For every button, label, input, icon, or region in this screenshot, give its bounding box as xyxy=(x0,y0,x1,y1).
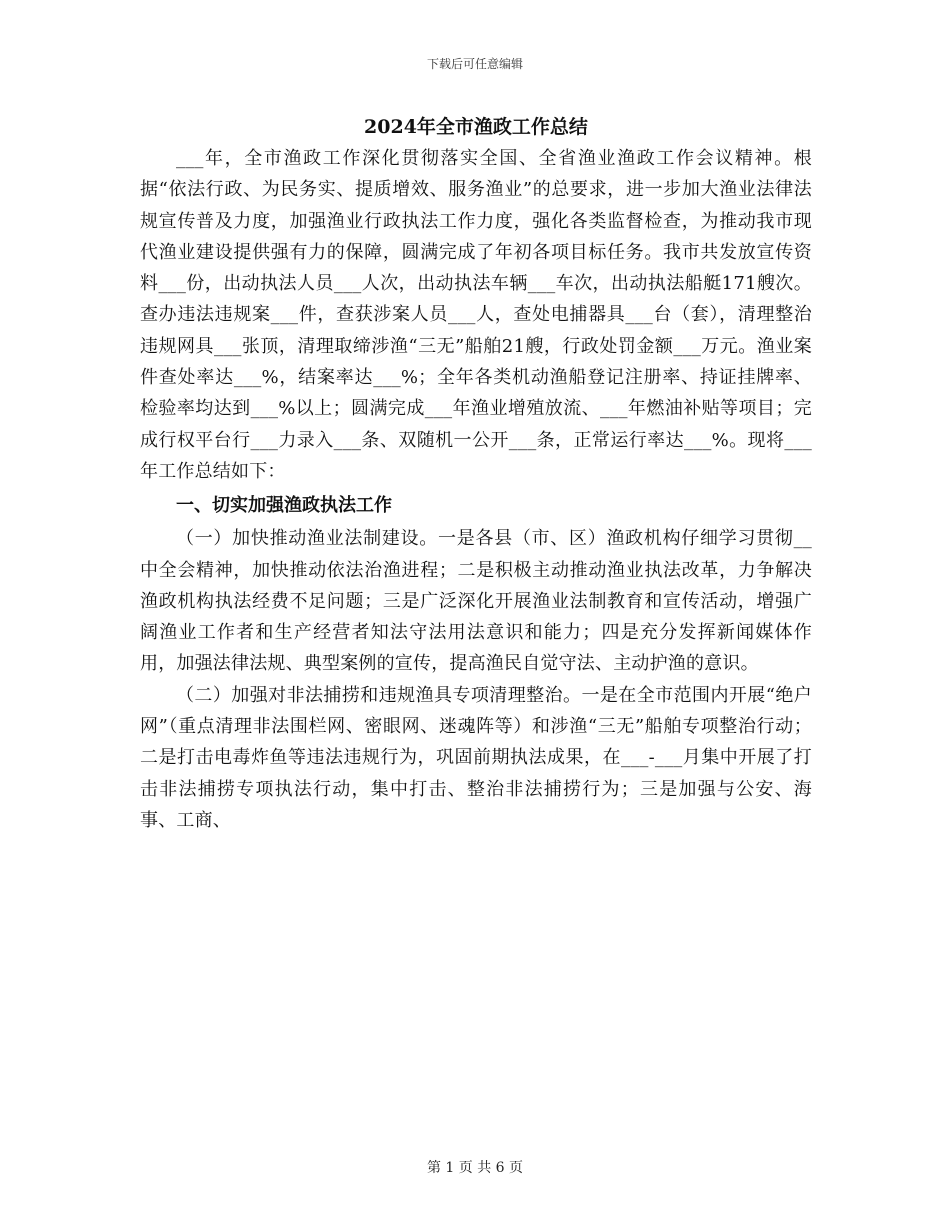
page-header-note: 下载后可任意编辑 xyxy=(426,57,523,71)
document-body xyxy=(140,112,812,836)
paragraph-illegal-fishing: （二）加强对非法捕捞和违规渔具专项清理整治。一是在全市范围内开展“绝户网”（重点清理非法围栏网、密眼网、迷魂阵等）和涉渔“三无”船舶专项整治行动；二是打击电毒炸鱼等违法违规行为，巩固前期执法成果，在___-___月集中开展了打击非法捕捞专项执法行动，集中打击、整治非法捕捞行为；三是加强与公安、海事、工商、 xyxy=(140,684,812,831)
intro-paragraph: ___年，全市渔政工作深化贯彻落实全国、全省渔业渔政工作会议精神。根据“依法行政、为民务实、提质增效、服务渔业”的总要求，进一步加大渔业法律法规宣传普及力度，加强渔业行政执法工作力度，强化各类监督检查，为推动我市现代渔业建设提供强有力的保障，圆满完成了年初各项目标任务。我市共发放宣传资料___份，出动执法人员___人次，出动执法车辆___车次，出动执法船艇171艘次。查办违法违规案___件，查获涉案人员___人，查处电捕器具___台（套），清理整治违规网具___张顶，清理取缔涉渔“三无”船舶21艘，行政处罚金额___万元。渔业案件查处率达___%，结案率达___%；全年各类机动渔船登记注册率、持证挂牌率、检验率均达到___%以上；圆满完成___年渔业增殖放流、___年燃油补贴等项目；完成行权平台行___力录入___条、双随机一公开___条，正常运行率达___%。现将___年工作总结如下： xyxy=(140,148,812,482)
section-heading: 一、切实加强渔政执法工作 xyxy=(176,495,392,517)
document-title: 2024年全市渔政工作总结 xyxy=(364,116,588,138)
paragraph-legal-construction: （一）加快推动渔业法制建设。一是各县（市、区）渔政机构仔细学习贯彻__中全会精神，加快推动依法治渔进程；二是积极主动推动渔业执法改革，力争解决渔政机构执法经费不足问题；三是广泛深化开展渔业法制教育和宣传活动，增强广阔渔业工作者和生产经营者知法守法用法意识和能力；四是充分发挥新闻媒体作用，加强法律法规、典型案例的宣传，提高渔民自觉守法、主动护渔的意识。 xyxy=(140,528,812,675)
page-number: 第 1 页 共 6 页 xyxy=(426,1160,524,1176)
